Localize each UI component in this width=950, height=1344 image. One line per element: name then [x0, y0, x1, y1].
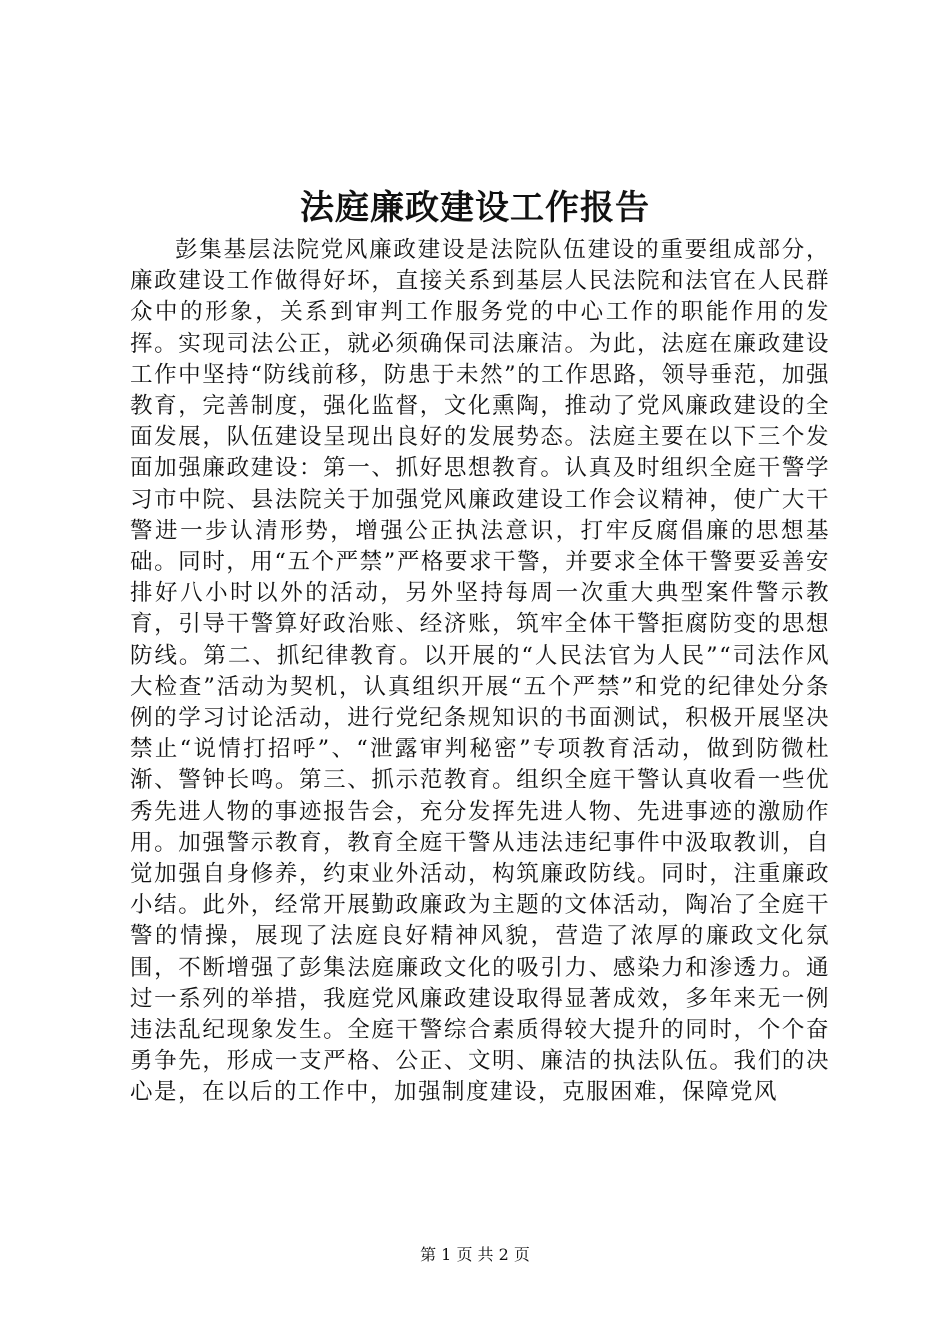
body-paragraph: 彭集基层法院党风廉政建设是法院队伍建设的重要组成部分，廉政建设工作做得好坏，直接关系到基层人民法院和法官在人民群众中的形象，关系到审判工作服务党的中心工作的职能作用的发挥。实现司法公正，就必须确保司法廉洁。为此，法庭在廉政建设工作中坚持“防线前移，防患于未然”的工作思路，领导垂范，加强教育，完善制度，强化监督，文化熏陶，推动了党风廉政建设的全面发展，队伍建设呈现出良好的发展势态。法庭主要在以下三个发面加强廉政建设：第一、抓好思想教育。认真及时组织全庭干警学习市中院、县法院关于加强党风廉政建设工作会议精神，使广大干警进一步认清形势，增强公正执法意识，打牢反腐倡廉的思想基础。同时，用“五个严禁”严格要求干警，并要求全体干警要妥善安排好八小时以外的活动，另外坚持每周一次重大典型案件警示教育，引导干警算好政治账、经济账，筑牢全体干警拒腐防变的思想防线。第二、抓纪律教育。以开展的“人民法官为人民”“司法作风大检查”活动为契机，认真组织开展“五个严禁”和党的纪律处分条例的学习讨论活动，进行党纪条规知识的书面测试，积极开展坚决禁止“说情打招呼”、“泄露审判秘密”专项教育活动，做到防微杜渐、警钟长鸣。第三、抓示范教育。组织全庭干警认真收看一些优秀先进人物的事迹报告会，充分发挥先进人物、先进事迹的激励作用。加强警示教育，教育全庭干警从违法违纪事件中汲取教训，自觉加强自身修养，约束业外活动，构筑廉政防线。同时，注重廉政小结。此外，经常开展勤政廉政为主题的文体活动，陶冶了全庭干警的情操，展现了法庭良好精神风貌，营造了浓厚的廉政文化氛围，不断增强了彭集法庭廉政文化的吸引力、感染力和渗透力。通过一系列的举措，我庭党风廉政建设取得显著成效，多年来无一例违法乱纪现象发生。全庭干警综合素质得较大提升的同时，个个奋勇争先，形成一支严格、公正、文明、廉洁的执法队伍。我们的决心是，在以后的工作中，加强制度建设，克服困难，保障党风	[130, 237, 830, 1106]
page-footer: 第 1 页 共 2 页	[420, 1245, 530, 1264]
document-title: 法庭廉政建设工作报告	[300, 188, 650, 228]
